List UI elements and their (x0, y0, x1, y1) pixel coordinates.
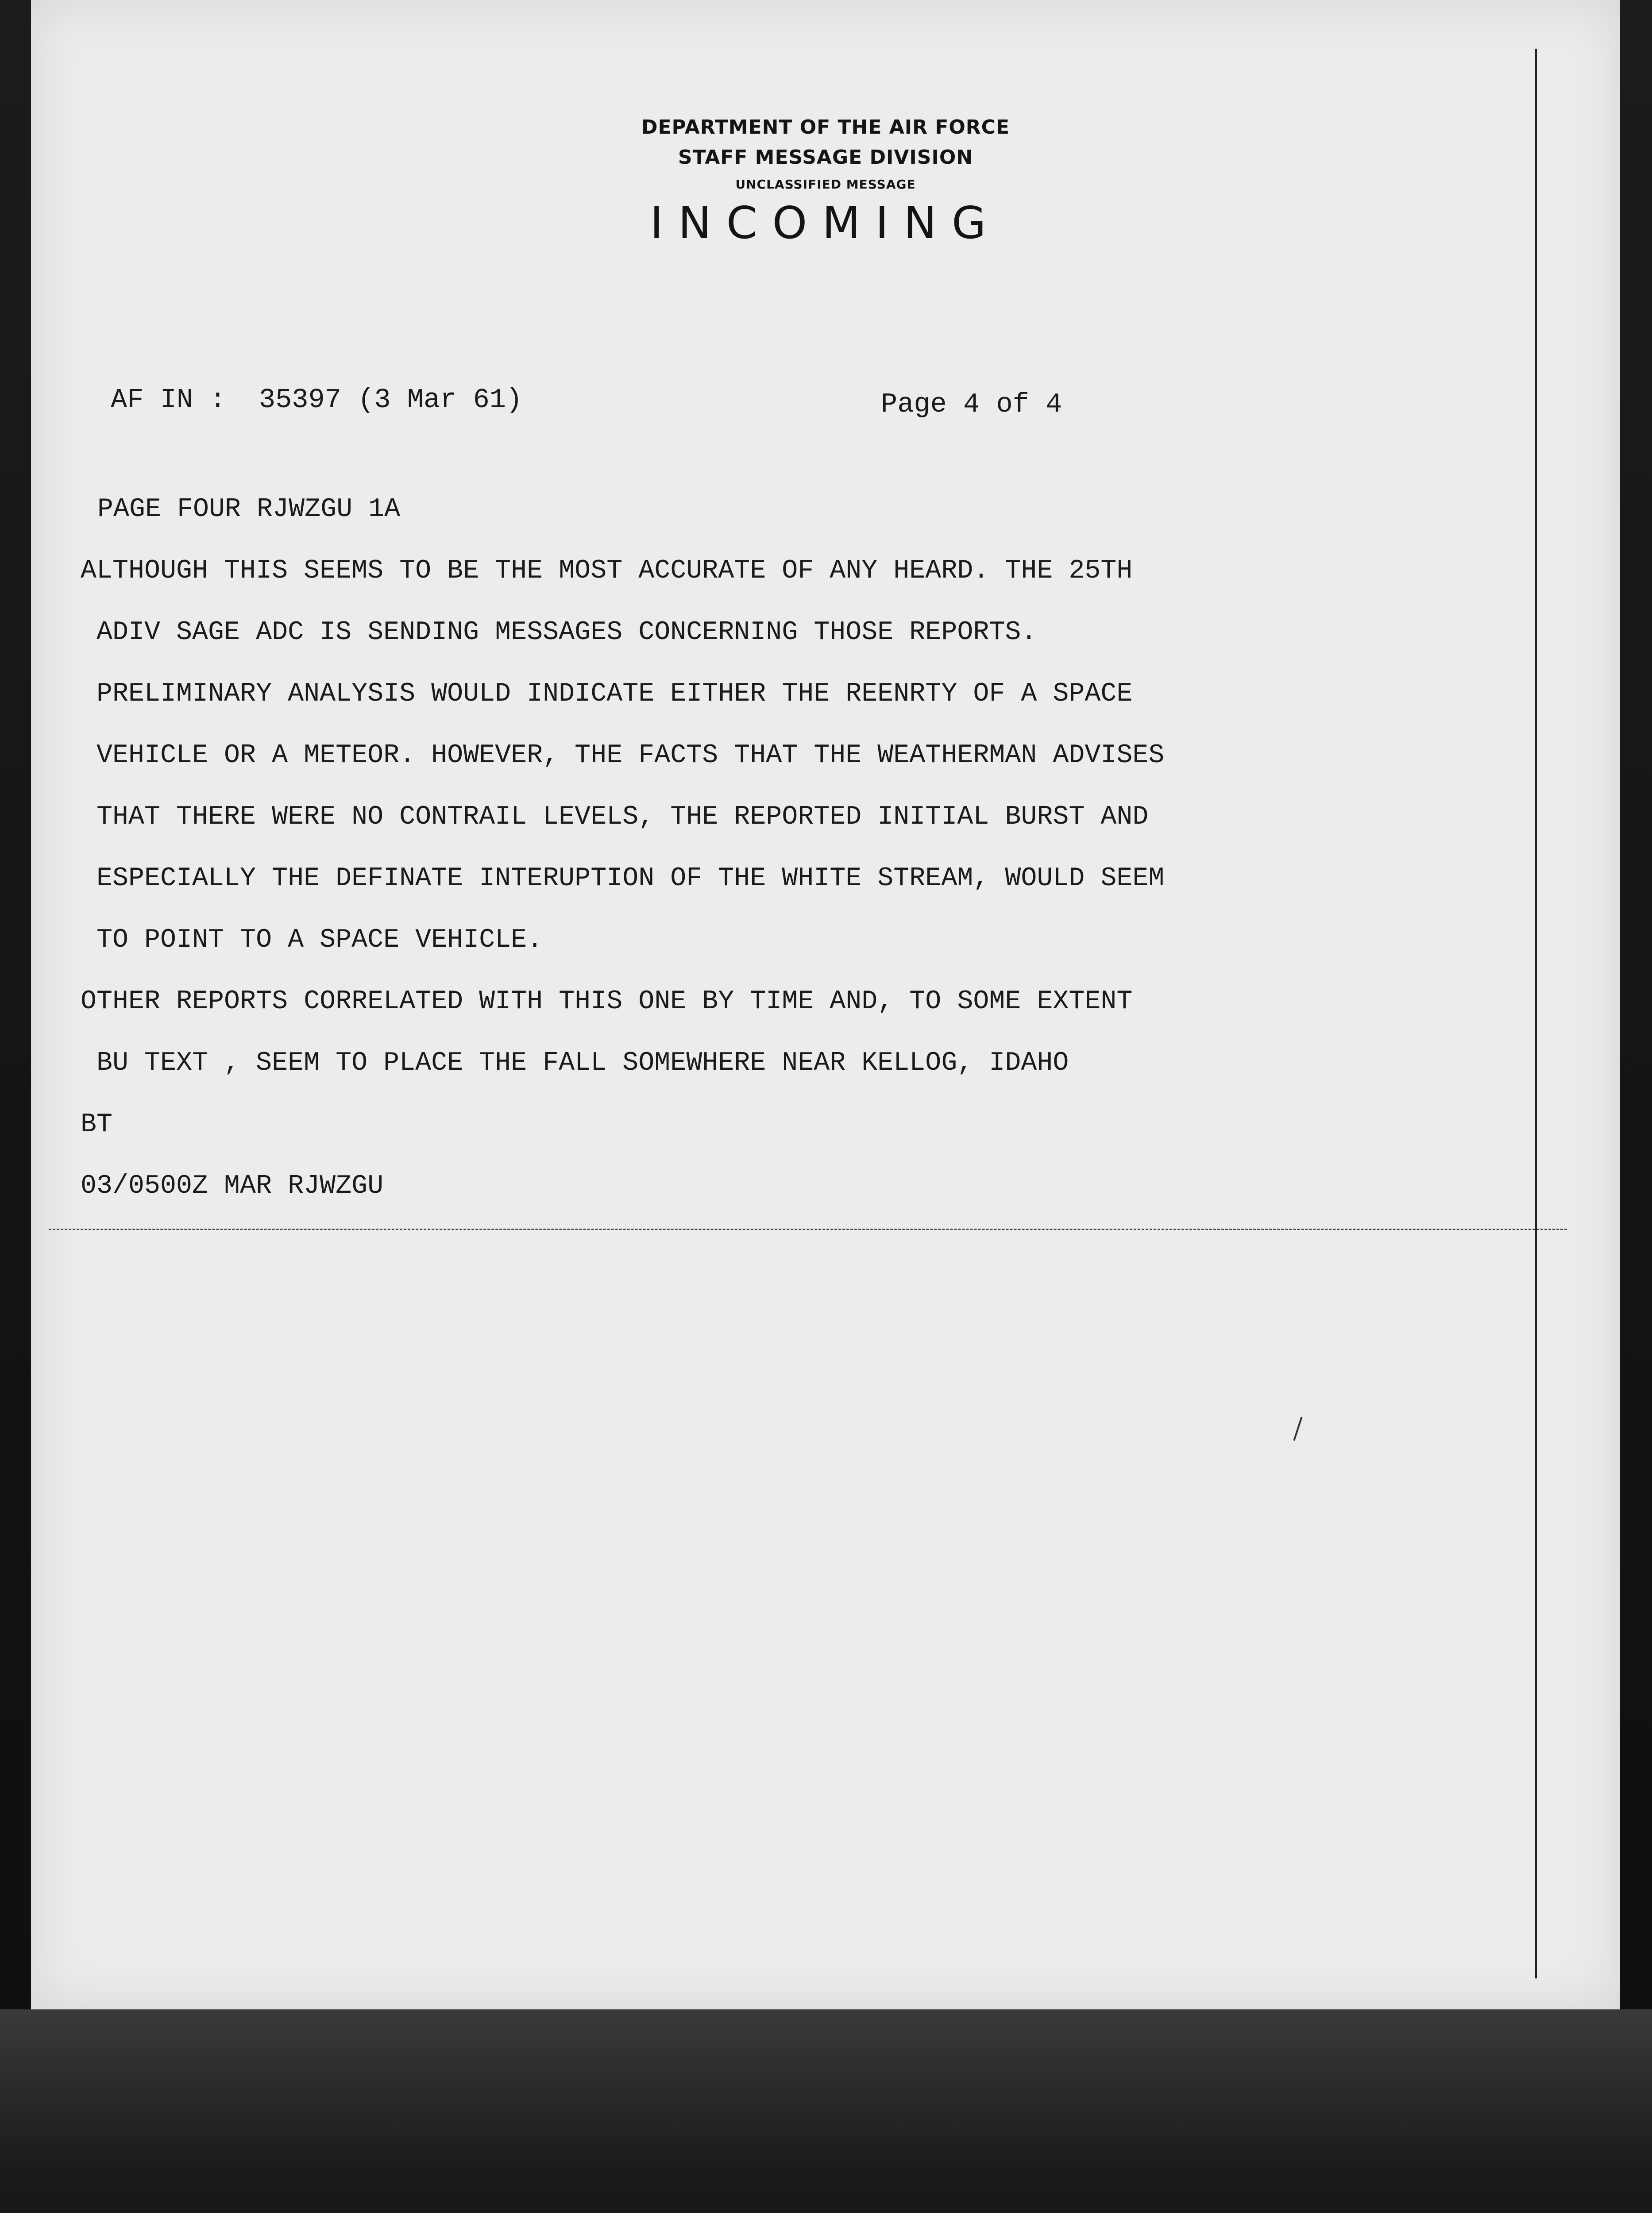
af-in-reference (111, 384, 522, 416)
scanner-background (0, 2009, 1652, 2213)
department-heading: DEPARTMENT OF THE AIR FORCE (641, 116, 1010, 139)
message-line: ESPECIALLY THE DEFINATE INTERUPTION OF THE WHITE STREAM, WOULD SEEM (81, 864, 1165, 894)
message-date: (3 Mar 61) (358, 384, 523, 416)
message-line: VEHICLE OR A METEOR. HOWEVER, THE FACTS THAT THE WEATHERMAN ADVISES (81, 740, 1165, 771)
af-in-number: 35397 (259, 384, 341, 416)
af-in-label: AF IN : (111, 384, 226, 416)
right-margin-rule (1535, 49, 1537, 1978)
page-number: Page 4 of 4 (881, 389, 1062, 420)
message-sheet (31, 0, 1620, 2009)
message-line: PRELIMINARY ANALYSIS WOULD INDICATE EITHER THE REENRTY OF A SPACE (81, 679, 1133, 709)
message-line: BU TEXT , SEEM TO PLACE THE FALL SOMEWHERE NEAR KELLOG, IDAHO (81, 1048, 1069, 1078)
classification-heading: UNCLASSIFIED MESSAGE (735, 177, 916, 192)
message-line: 03/0500Z MAR RJWZGU (81, 1171, 384, 1201)
pen-mark (1293, 1417, 1302, 1441)
message-line: ALTHOUGH THIS SEEMS TO BE THE MOST ACCURATE OF ANY HEARD. THE 25TH (81, 556, 1133, 586)
message-line: ADIV SAGE ADC IS SENDING MESSAGES CONCERNING THOSE REPORTS. (81, 617, 1037, 648)
message-line: BT (81, 1110, 113, 1140)
tear-line-divider (49, 1229, 1567, 1230)
division-heading: STAFF MESSAGE DIVISION (678, 146, 973, 169)
incoming-heading: INCOMING (650, 197, 1001, 249)
message-line: THAT THERE WERE NO CONTRAIL LEVELS, THE REPORTED INITIAL BURST AND (81, 802, 1149, 832)
message-line: TO POINT TO A SPACE VEHICLE. (81, 925, 543, 955)
message-line: PAGE FOUR RJWZGU 1A (97, 494, 401, 524)
message-line: OTHER REPORTS CORRELATED WITH THIS ONE BY TIME AND, TO SOME EXTENT (81, 987, 1133, 1017)
message-body (81, 479, 1164, 1217)
